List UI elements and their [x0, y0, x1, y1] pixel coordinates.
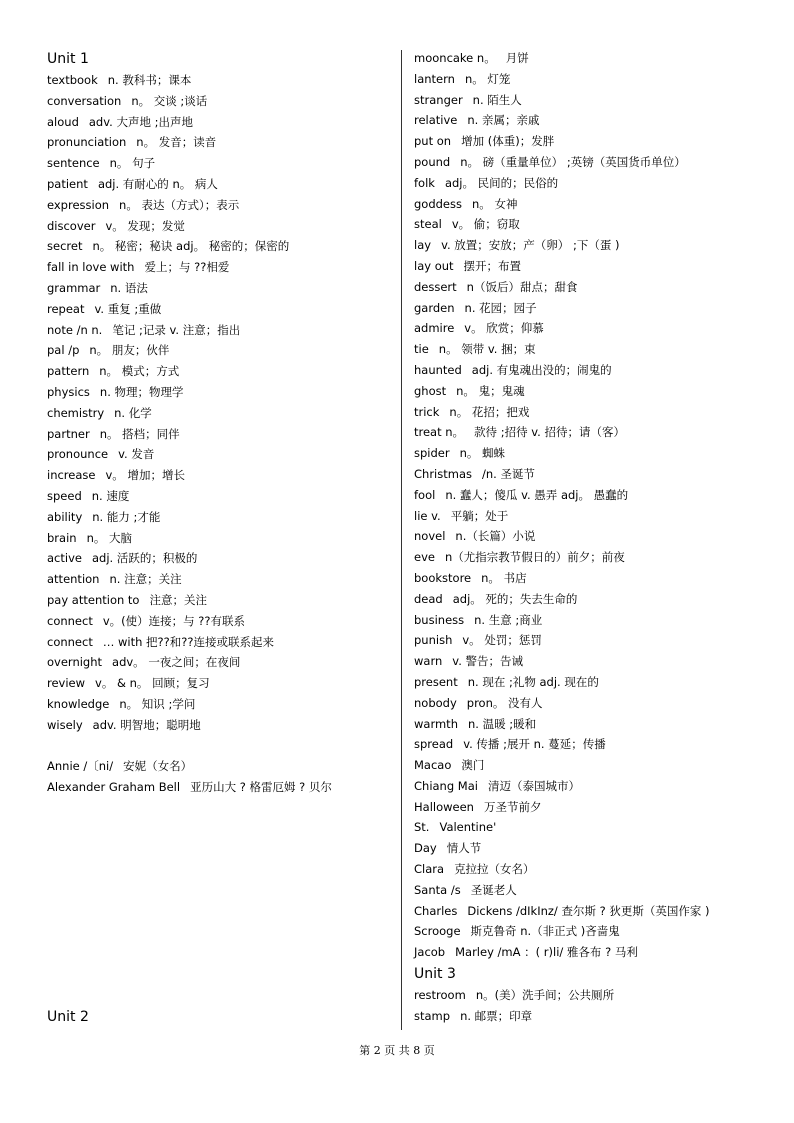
vocab-entry [414, 422, 774, 443]
vocab-entry [47, 486, 387, 507]
vocab-word: wisely [47, 717, 83, 732]
vocab-definition: n。 搭档；同伴 [99, 426, 180, 441]
vocab-definition: n. 花园；园子 [464, 300, 537, 315]
vocab-word: mooncake n。 [414, 51, 496, 65]
vocab-word: sentence [47, 156, 100, 171]
vocab-entry [414, 131, 774, 152]
vocab-entry [414, 693, 774, 714]
vocab-entry [414, 360, 774, 381]
vocab-word: Macao [414, 758, 452, 773]
vocab-definition: n. 化学 [114, 405, 152, 420]
vocab-definition: v. 重复 ;重做 [94, 301, 162, 316]
vocab-entry [47, 91, 387, 112]
vocab-entry [47, 278, 387, 299]
vocab-entry [414, 985, 774, 1006]
blank-line [47, 736, 387, 757]
vocab-definition: 增加 (体重)；发胖 [461, 134, 555, 149]
unit-2-heading: Unit 2 [47, 1009, 89, 1025]
vocab-definition: adj。 民间的；民俗的 [444, 175, 559, 190]
vocab-definition: n。 交谈 ;谈话 [131, 93, 208, 108]
vocab-definition: /n. 圣诞节 [481, 466, 535, 481]
vocab-entry [414, 734, 774, 755]
vocab-definition: pron。 没有人 [466, 695, 543, 710]
vocab-definition: n。 领带 v. 捆；束 [438, 342, 536, 357]
vocab-entry [414, 48, 774, 69]
vocab-entry [47, 777, 387, 798]
vocab-definition: n。 大脑 [86, 530, 133, 545]
vocab-word: textbook [47, 73, 98, 87]
vocab-word: stranger [414, 92, 463, 107]
vocab-entry [414, 776, 774, 797]
vocab-definition: n. 能力 ;才能 [92, 509, 161, 524]
vocab-definition: adj. 有鬼魂出没的；闹鬼的 [471, 362, 612, 377]
vocab-entry [414, 110, 774, 131]
vocab-definition: 平躺；处于 [450, 508, 509, 523]
vocab-definition: n。 模式；方式 [99, 364, 180, 379]
vocab-entry [414, 214, 774, 235]
vocab-entry [414, 90, 774, 111]
vocab-entry [414, 880, 774, 901]
vocab-word: ability [47, 509, 83, 524]
vocab-definition: n。 句子 [109, 156, 156, 171]
vocab-word: connect [47, 613, 93, 628]
vocab-definition: n。(美）洗手间；公共厕所 [475, 988, 615, 1003]
vocab-word: discover [47, 218, 96, 233]
vocab-definition: 亚历山大 ? 格雷厄姆 ? 贝尔 [190, 780, 332, 795]
vocab-definition: 万圣节前夕 [483, 799, 542, 814]
vocab-entry [414, 464, 774, 485]
vocab-word: dead [414, 591, 443, 606]
vocab-word: St. [414, 820, 430, 835]
vocab-word: put on [414, 134, 452, 149]
vocab-definition: adj。 死的；失去生命的 [452, 591, 578, 606]
vocab-entry [47, 320, 387, 341]
vocab-entry [414, 838, 774, 859]
vocab-word: Christmas [414, 466, 472, 481]
vocab-definition: v。 欣赏；仰慕 [464, 321, 544, 336]
vocab-word: speed [47, 488, 82, 503]
vocab-entry [414, 797, 774, 818]
vocab-entry [47, 673, 387, 694]
vocab-definition: v。 增加；增长 [105, 468, 185, 483]
vocab-word: active [47, 551, 82, 566]
vocab-word: pronounce [47, 447, 109, 462]
vocab-word: Santa /s [414, 882, 461, 897]
vocab-definition: n。 磅（重量单位） ;英镑（英国货币单位） [460, 154, 686, 169]
vocab-word: garden [414, 300, 455, 315]
vocab-word: stamp [414, 1008, 451, 1023]
vocab-word: lay [414, 238, 432, 253]
vocab-entry [414, 942, 774, 963]
vocab-word: fall in love with [47, 260, 135, 275]
vocab-entry [414, 755, 774, 776]
vocab-entry [47, 756, 387, 777]
vocab-definition: n。 花招；把戏 [449, 404, 530, 419]
vocab-entry [47, 153, 387, 174]
vocab-entry [47, 444, 387, 465]
vocab-definition: Dickens /dIkInz/ 查尔斯 ? 狄更斯（英国作家 ) [467, 903, 710, 918]
vocab-entry [47, 382, 387, 403]
vocab-word: pound [414, 154, 451, 169]
vocab-word: fool [414, 487, 436, 502]
vocab-definition: n. 生意 ;商业 [474, 612, 543, 627]
vocab-word: Charles [414, 903, 458, 918]
vocab-word: dessert [414, 279, 457, 294]
vocab-definition: n. 陌生人 [472, 92, 522, 107]
vocab-entry [414, 69, 774, 90]
vocab-definition: n。 灯笼 [464, 71, 511, 86]
vocab-entry [414, 526, 774, 547]
right-column [414, 48, 774, 1027]
vocab-word: admire [414, 321, 455, 336]
vocab-entry [414, 298, 774, 319]
vocab-entry [414, 339, 774, 360]
vocab-entry [47, 715, 387, 736]
vocab-word: physics [47, 384, 90, 399]
unit-3-heading: Unit 3 [414, 966, 456, 983]
vocab-definition: 斯克鲁奇 n.（非正式 )吝啬鬼 [470, 924, 620, 939]
vocab-definition: v。 & n。 回顾；复习 [95, 676, 210, 691]
vocab-entry [414, 235, 774, 256]
vocab-word: increase [47, 468, 96, 483]
vocab-entry [414, 194, 774, 215]
vocab-definition: adv. 大声地 ;出声地 [88, 114, 193, 129]
unit-1-heading: Unit 1 [47, 51, 89, 67]
vocab-word: warn [414, 654, 443, 669]
vocab-word: review [47, 676, 86, 691]
vocab-entry [414, 443, 774, 464]
vocab-word: chemistry [47, 405, 105, 420]
vocab-definition: n。 朋友；伙伴 [89, 343, 170, 358]
vocab-word: trick [414, 404, 440, 419]
vocab-definition: v。 发现；发觉 [105, 218, 185, 233]
vocab-entry [47, 403, 387, 424]
vocab-definition: n. 语法 [110, 280, 148, 295]
vocab-definition: n.（长篇）小说 [455, 529, 536, 544]
vocab-entry [47, 694, 387, 715]
vocab-word: Scrooge [414, 924, 461, 939]
vocab-word: Clara [414, 862, 445, 877]
vocab-definition: adj. 有耐心的 n。 病人 [97, 176, 218, 191]
vocab-word: note /n n. [47, 322, 103, 337]
vocab-entry [414, 630, 774, 651]
vocab-definition: v。 偷；窃取 [451, 217, 520, 232]
vocab-entry [47, 632, 387, 653]
vocab-word: connect [47, 634, 93, 649]
vocab-definition: n. 现在 ;礼物 adj. 现在的 [467, 674, 599, 689]
vocab-word: Alexander Graham Bell [47, 780, 181, 795]
vocab-word: expression [47, 197, 110, 212]
vocab-definition: n。 发音；读音 [136, 135, 217, 150]
vocab-word: haunted [414, 362, 462, 377]
vocab-entry [414, 1006, 774, 1027]
vocab-word: goddess [414, 196, 462, 211]
vocab-entry [47, 299, 387, 320]
vocab-word: pay attention to [47, 592, 140, 607]
unit-1-vocab-list [47, 70, 387, 798]
vocab-definition: n. 物理；物理学 [99, 384, 184, 399]
vocab-definition: 爱上；与 ??相爱 [144, 260, 230, 275]
vocab-definition: n。 鬼；鬼魂 [456, 383, 525, 398]
vocab-definition: n（尤指宗教节假日的）前夕；前夜 [444, 550, 625, 565]
vocab-word: grammar [47, 280, 101, 295]
vocab-definition: n。 书店 [481, 570, 527, 585]
vocab-word: pronunciation [47, 135, 127, 150]
vocab-entry [414, 547, 774, 568]
vocab-word: present [414, 674, 458, 689]
vocab-entry [47, 216, 387, 237]
vocab-entry [414, 256, 774, 277]
vocab-word: steal [414, 217, 442, 232]
vocab-entry [414, 859, 774, 880]
vocab-entry [47, 236, 387, 257]
vocab-word: nobody [414, 695, 457, 710]
vocab-definition: 摆开；布置 [463, 258, 522, 273]
vocab-definition: n. 亲属；亲戚 [467, 113, 540, 128]
vocab-definition: 月饼 [505, 51, 529, 65]
vocab-entry [47, 132, 387, 153]
vocab-word: Jacob [414, 945, 446, 960]
vocab-entry [414, 610, 774, 631]
vocab-entry [47, 507, 387, 528]
vocab-word: warmth [414, 716, 458, 731]
vocab-definition: n. 注意；关注 [109, 572, 182, 587]
vocab-entry [47, 465, 387, 486]
vocab-definition: Marley /mA ：( r)li/ 雅各布 ? 马利 [455, 945, 638, 960]
vocab-entry [414, 402, 774, 423]
vocab-word: knowledge [47, 696, 110, 711]
vocab-entry [414, 506, 774, 527]
vocab-word: restroom [414, 988, 466, 1003]
vocab-definition: 笔记 ;记录 v. 注意；指出 [112, 322, 241, 337]
unit-3-vocab-list [414, 985, 774, 1027]
vocab-definition: 圣诞老人 [470, 882, 517, 897]
vocab-entry [47, 424, 387, 445]
vocab-definition: n。 秘密；秘诀 adj。 秘密的；保密的 [92, 239, 290, 254]
vocab-definition: v. 发音 [118, 447, 155, 462]
vocab-entry [47, 361, 387, 382]
vocab-word: overnight [47, 655, 103, 670]
vocab-word: patient [47, 176, 88, 191]
vocab-word: conversation [47, 93, 122, 108]
vocab-definition: n。 表达（方式）；表示 [119, 197, 240, 212]
column-divider [401, 50, 402, 1030]
vocab-word: tie [414, 342, 429, 357]
vocab-entry [414, 901, 774, 922]
vocab-entry [414, 921, 774, 942]
vocab-entry [47, 257, 387, 278]
page-footer: 第 2 页 共 8 页 [359, 1044, 435, 1057]
vocab-entry [47, 590, 387, 611]
vocab-word: repeat [47, 301, 85, 316]
vocab-entry [414, 381, 774, 402]
vocab-definition: adv。 一夜之间；在夜间 [112, 655, 241, 670]
vocab-definition: 款待 ;招待 v. 招待；请（客） [474, 425, 625, 440]
vocab-definition: n. 蠢人；傻瓜 v. 愚弄 adj。 愚蠢的 [445, 487, 629, 502]
vocab-entry [47, 70, 387, 91]
vocab-definition: n. 速度 [91, 488, 130, 503]
vocab-entry [47, 112, 387, 133]
vocab-definition: adv. 明智地；聪明地 [92, 717, 201, 732]
vocab-entry [414, 817, 774, 838]
vocab-definition: adj. 活跃的；积极的 [91, 551, 198, 566]
vocab-definition: v。 处罚；惩罚 [462, 633, 542, 648]
vocab-entry [414, 485, 774, 506]
vocab-word: Chiang Mai [414, 778, 478, 793]
vocab-definition: v。(使）连接；与 ??有联系 [102, 613, 245, 628]
vocab-entry [47, 548, 387, 569]
vocab-word: lay out [414, 258, 454, 273]
vocab-definition: n。 知识 ;学问 [119, 696, 196, 711]
vocab-entry [414, 173, 774, 194]
vocab-word: Day [414, 841, 437, 856]
vocab-entry [414, 672, 774, 693]
vocab-word: eve [414, 550, 435, 565]
vocab-entry [414, 277, 774, 298]
vocab-word: lantern [414, 71, 455, 86]
vocab-word: bookstore [414, 570, 472, 585]
vocab-word: novel [414, 529, 446, 544]
vocab-entry [414, 589, 774, 610]
vocab-definition: n。 女神 [472, 196, 518, 211]
vocab-word: spread [414, 737, 454, 752]
vocab-entry [47, 652, 387, 673]
unit-2-vocab-list [414, 48, 774, 963]
left-column [47, 48, 387, 798]
vocab-word: aloud [47, 114, 79, 129]
vocab-entry [414, 714, 774, 735]
vocab-entry [414, 568, 774, 589]
vocab-word: partner [47, 426, 90, 441]
vocab-definition: v. 放置；安放；产（卵） ;下（蛋 ) [441, 238, 620, 253]
vocab-definition: n。 蜘蛛 [459, 446, 506, 461]
vocab-word: brain [47, 530, 77, 545]
vocab-entry [47, 174, 387, 195]
vocab-definition: 清迈（泰国城市） [487, 778, 580, 793]
vocab-word: Halloween [414, 799, 474, 814]
vocab-definition: n（饭后）甜点；甜食 [466, 279, 578, 294]
vocab-definition: 克拉拉（女名） [454, 862, 535, 877]
vocab-definition: n. 教科书；课本 [107, 73, 192, 87]
vocab-definition: 澳门 [461, 758, 485, 773]
vocab-word: ghost [414, 383, 447, 398]
vocab-word: pattern [47, 364, 90, 379]
vocab-definition: 安妮（女名） [123, 759, 193, 774]
vocab-definition: v. 警告；告诫 [452, 654, 524, 669]
vocab-word: business [414, 612, 465, 627]
vocab-word: secret [47, 239, 83, 254]
vocab-definition: 情人节 [446, 841, 482, 856]
vocab-definition: n. 温暖 ;暖和 [467, 716, 537, 731]
vocab-word: attention [47, 572, 100, 587]
vocab-word: lie v. [414, 508, 441, 523]
vocab-word: folk [414, 175, 435, 190]
vocab-entry [414, 318, 774, 339]
vocab-entry [47, 528, 387, 549]
vocab-word: punish [414, 633, 453, 648]
vocab-definition: … with 把??和??连接或联系起来 [102, 634, 274, 649]
vocab-word: treat n。 [414, 425, 465, 440]
vocab-definition: Valentine' [439, 820, 497, 835]
vocab-entry [47, 195, 387, 216]
vocab-entry [414, 152, 774, 173]
vocab-word: spider [414, 446, 450, 461]
vocab-definition: 注意；关注 [149, 592, 207, 607]
vocab-entry [47, 340, 387, 361]
vocab-entry [47, 611, 387, 632]
vocab-definition: v. 传播 ;展开 n. 蔓延；传播 [463, 737, 606, 752]
vocab-word: Annie /〔ni/ [47, 759, 114, 774]
vocab-entry [47, 569, 387, 590]
vocab-entry [414, 651, 774, 672]
vocab-word: relative [414, 113, 458, 128]
vocab-word: pal /p [47, 343, 80, 358]
vocab-definition: n. 邮票；印章 [460, 1008, 533, 1023]
